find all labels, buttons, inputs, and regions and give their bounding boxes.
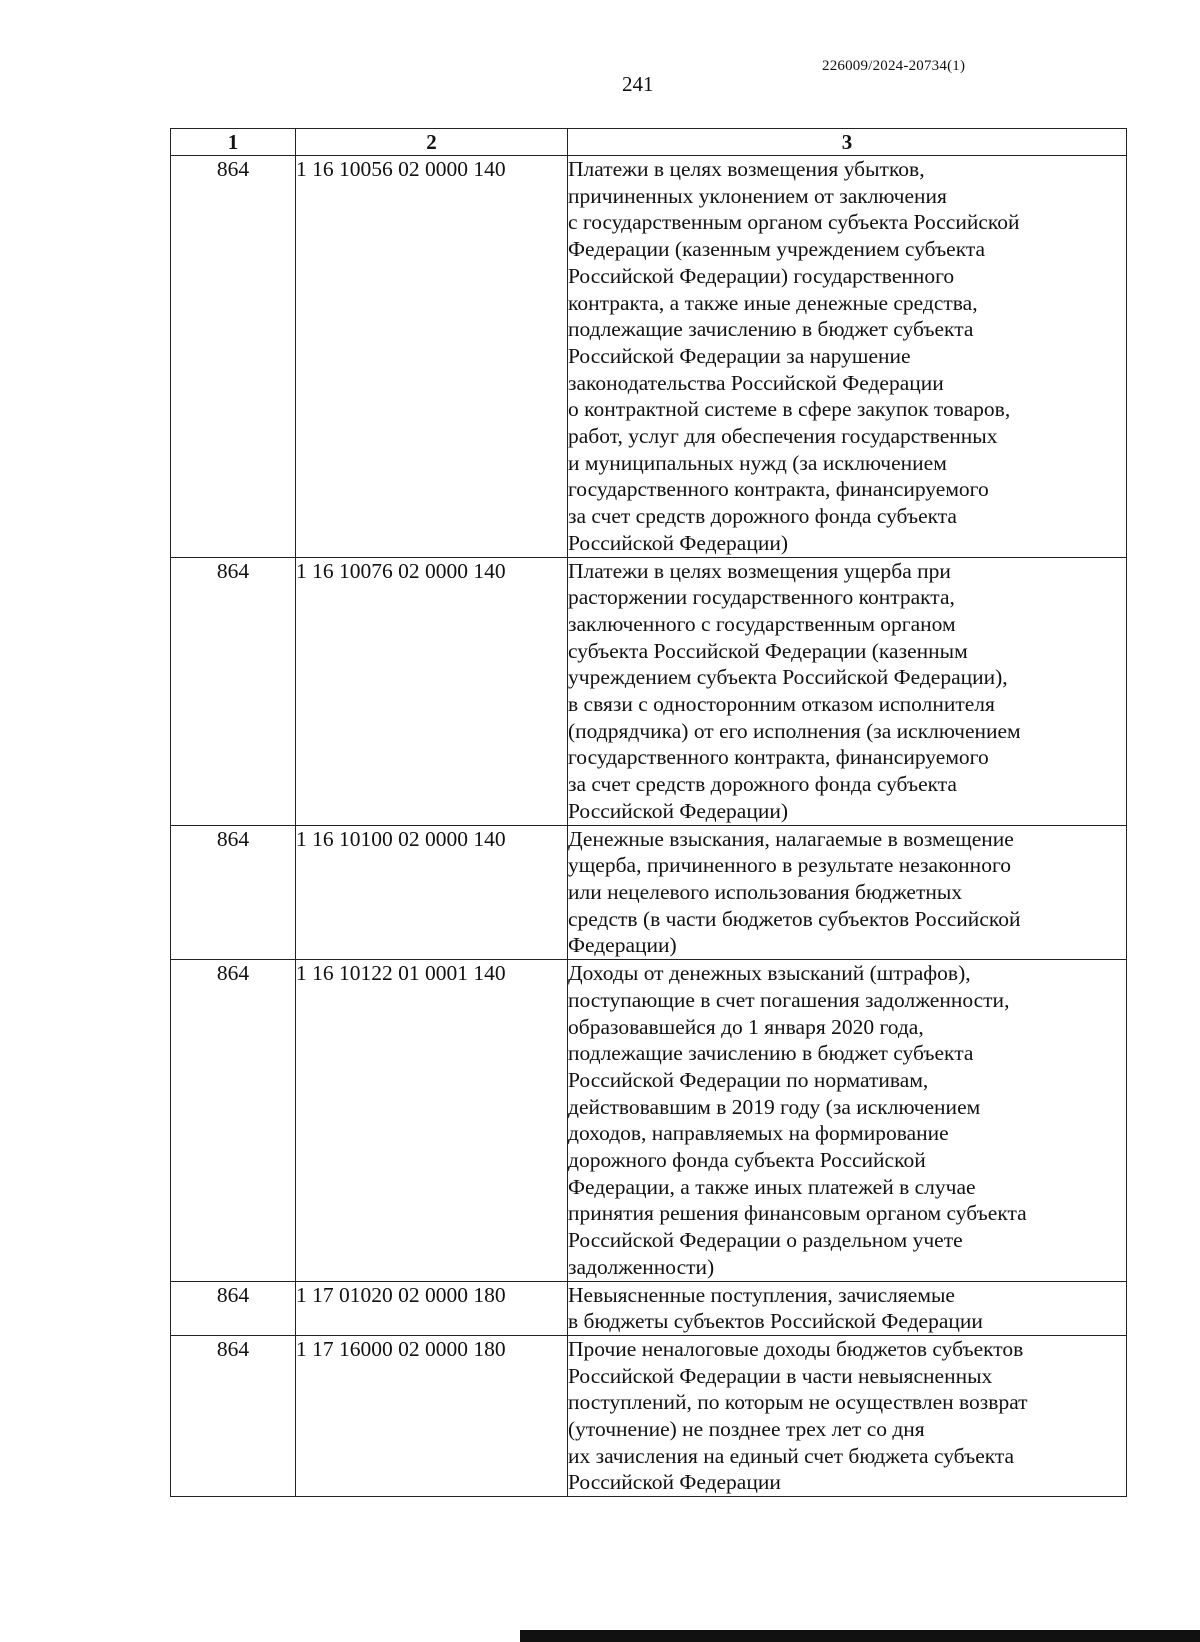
budget-code-cell: 1 16 10056 02 0000 140 (296, 156, 568, 558)
description-cell: Прочие неналоговые доходы бюджетов субъектов Российской Федерации в части невыясненных поступлений, по которым не осуществлен возврат (уточнение) не позднее трех лет со дня их зачисления на единый счет бюджета субъекта Российской Федерации (568, 1335, 1127, 1496)
admin-code-cell: 864 (171, 825, 296, 960)
description-cell: Денежные взыскания, налагаемые в возмещение ущерба, причиненного в результате незаконного или нецелевого использования бюджетных средств (в части бюджетов субъектов Российской Федерации) (568, 825, 1127, 960)
description-cell: Платежи в целях возмещения убытков, причиненных уклонением от заключения с государственным органом субъекта Российской Федерации (казенным учреждением субъекта Российской Федерации) государственного контракта, а также иные денежные средства, подлежащие зачислению в бюджет субъекта Российской Федерации за нарушение законодательства Российской Федерации о контрактной системе в сфере закупок товаров, работ, услуг для обеспечения государственных и муниципальных нужд (за исключением государственного контракта, финансируемого за счет средств дорожного фонда субъекта Российской Федерации) (568, 156, 1127, 558)
document-registration-number: 226009/2024-20734(1) (822, 58, 966, 74)
description-cell: Доходы от денежных взысканий (штрафов), поступающие в счет погашения задолженности, образовавшейся до 1 января 2020 года, подлежащие зачислению в бюджет субъекта Российской Федерации по нормативам, действовавшим в 2019 году (за исключением доходов, направляемых на формирование дорожного фонда субъекта Российской Федерации, а также иных платежей в случае принятия решения финансовым органом субъекта Российской Федерации о раздельном учете задолженности) (568, 960, 1127, 1281)
table-body (171, 156, 1127, 1497)
admin-code-cell: 864 (171, 1281, 296, 1335)
budget-code-cell: 1 17 16000 02 0000 180 (296, 1335, 568, 1496)
admin-code-cell: 864 (171, 156, 296, 558)
budget-code-cell: 1 16 10076 02 0000 140 (296, 557, 568, 825)
budget-code-cell: 1 16 10122 01 0001 140 (296, 960, 568, 1281)
budget-code-cell: 1 16 10100 02 0000 140 (296, 825, 568, 960)
table-row (171, 1335, 1127, 1496)
table-row (171, 156, 1127, 558)
column-header-2: 2 (296, 129, 568, 156)
revenue-codes-table (170, 128, 1127, 1497)
column-header-3: 3 (568, 129, 1127, 156)
table-header (171, 129, 1127, 156)
admin-code-cell: 864 (171, 557, 296, 825)
budget-code-cell: 1 17 01020 02 0000 180 (296, 1281, 568, 1335)
admin-code-cell: 864 (171, 960, 296, 1281)
scan-edge-bar (520, 1630, 1200, 1642)
description-cell: Платежи в целях возмещения ущерба при расторжении государственного контракта, заключенного с государственным органом субъекта Российской Федерации (казенным учреждением субъекта Российской Федерации), в связи с односторонним отказом исполнителя (подрядчика) от его исполнения (за исключением государственного контракта, финансируемого за счет средств дорожного фонда субъекта Российской Федерации) (568, 557, 1127, 825)
description-cell: Невыясненные поступления, зачисляемые в бюджеты субъектов Российской Федерации (568, 1281, 1127, 1335)
table-row (171, 1281, 1127, 1335)
table-header-row (171, 129, 1127, 156)
table-row (171, 825, 1127, 960)
table-row (171, 960, 1127, 1281)
table-row (171, 557, 1127, 825)
page-number: 241 (622, 72, 654, 96)
admin-code-cell: 864 (171, 1335, 296, 1496)
column-header-1: 1 (171, 129, 296, 156)
